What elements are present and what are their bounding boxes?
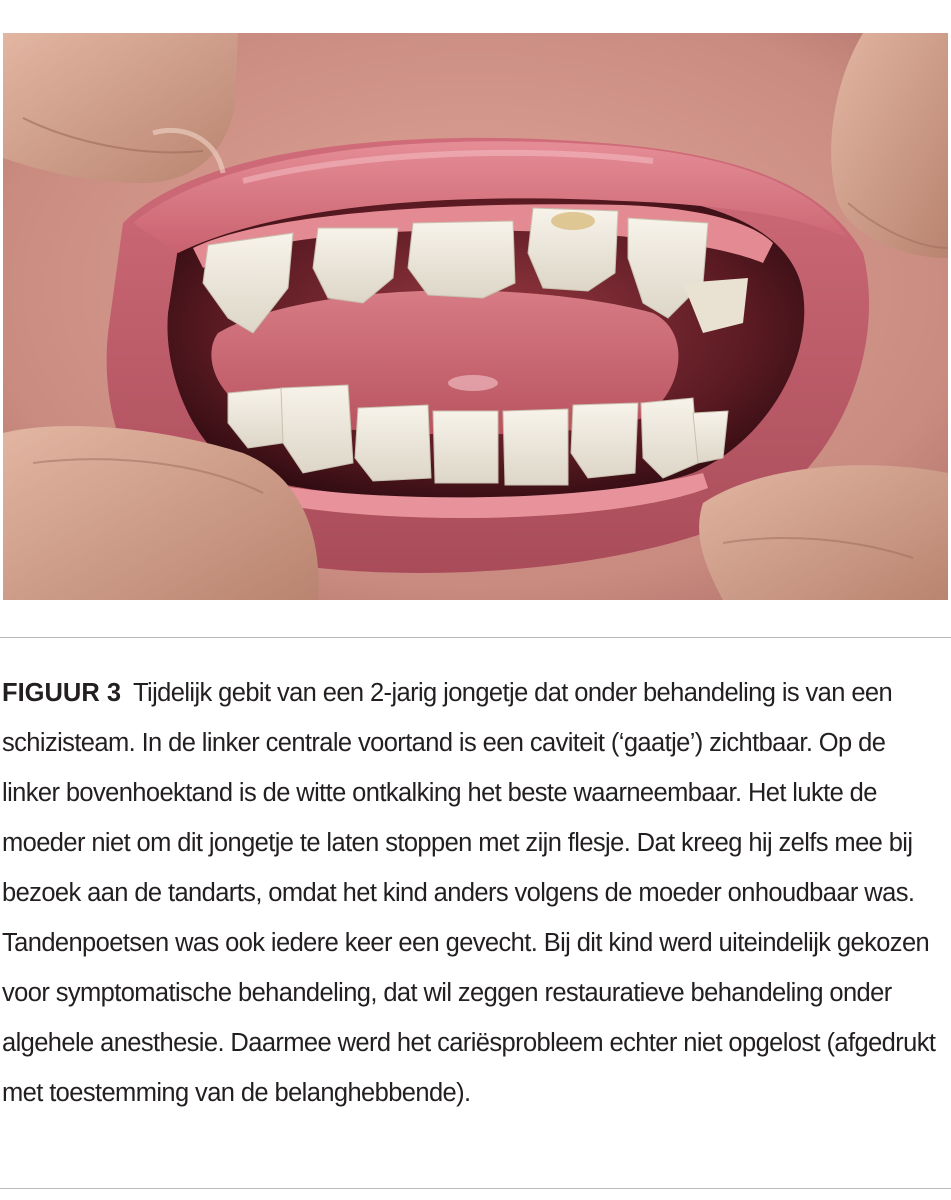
figure-label: FIGUUR 3 [2,679,122,707]
caption-top-rule [0,637,951,638]
caption-bottom-rule [0,1188,951,1189]
figure-photo [3,33,948,600]
figure-caption-text: Tijdelijk gebit van een 2-jarig jongetje dat onder behandeling is van een schizisteam. In de linker centrale voortand is een caviteit (‘gaatje’) zichtbaar. Op de linker bovenhoektand is de witte ontkalking het beste waarneembaar. Het lukte de moeder niet om dit jongetje te laten stoppen met zijn flesje. Dat kreeg hij zelfs mee bij bezoek aan de tandarts, omdat het kind anders volgens de moeder onhoudbaar was. Tandenpoetsen was ook iedere keer een gevecht. Bij dit kind werd uiteindelijk gekozen voor symptomatische behandeling, dat wil zeggen restauratieve behandeling onder algehele anesthesie. Daarmee werd het cariësprobleem echter niet opgelost (afgedrukt met toestemming van de belanghebbende). [2,679,936,1107]
figure-caption [2,668,947,1118]
